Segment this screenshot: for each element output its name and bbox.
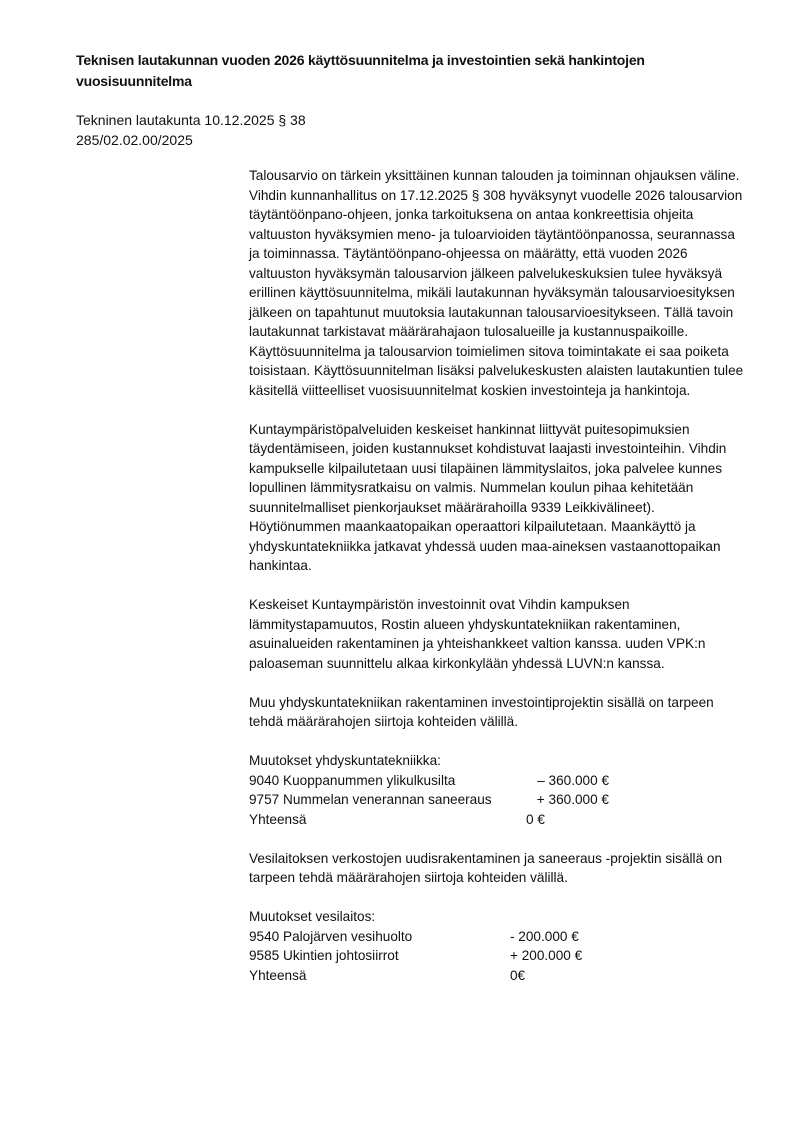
- row-amount: – 360.000 €: [537, 772, 609, 788]
- meeting-info: [76, 110, 306, 150]
- table-heading: Muutokset yhdyskuntatekniikka:: [249, 753, 441, 768]
- changes-water-table: [249, 907, 749, 985]
- row-amount: + 360.000 €: [536, 792, 609, 807]
- table-row: [249, 927, 749, 947]
- row-amount: + 200.000 €: [510, 948, 583, 963]
- table-heading: Muutokset vesilaitos:: [249, 909, 376, 924]
- document-body: [249, 166, 749, 1005]
- paragraph-infrastructure-transfers: Muu yhdyskuntatekniikan rakentaminen investointiprojektin sisällä on tarpeen tehdä määrärahojen siirtoja kohteiden välillä.: [249, 694, 714, 729]
- row-amount: - 200.000 €: [510, 928, 579, 944]
- table-row: [249, 946, 749, 966]
- changes-infrastructure-table: [249, 751, 749, 829]
- row-item: 9757 Nummelan venerannan saneeraus: [249, 792, 492, 807]
- paragraph-investments: Keskeiset Kuntaympäristön investoinnit ovat Vihdin kampuksen lämmitystapamuutos, Rostin alueen yhdyskuntatekniikan rakentaminen, asuinalueiden rakentaminen ja yhteishankkeet valtion kanssa. uuden VPK:n paloaseman suunnittelu alkaa kirkonkylään yhdessä LUVN:n kanssa.: [249, 597, 706, 671]
- row-item: 9540 Palojärven vesihuolto: [249, 928, 413, 944]
- row-item: 9040 Kuoppanummen ylikulkusilta: [249, 772, 456, 788]
- table-row: [249, 790, 749, 810]
- table-total-row: [249, 810, 749, 830]
- document-title: Teknisen lautakunnan vuoden 2026 käyttösuunnitelma ja investointien sekä hankintojen vuosisuunnitelma: [76, 52, 645, 89]
- table-row: [249, 771, 749, 791]
- table-total-row: [249, 966, 749, 986]
- total-label: Yhteensä: [249, 967, 307, 983]
- meeting-reference: Tekninen lautakunta 10.12.2025 § 38: [76, 112, 306, 128]
- total-amount: 0€: [510, 967, 526, 983]
- paragraph-procurements: Kuntaympäristöpalveluiden keskeiset hankinnat liittyvät puitesopimuksien täydentämiseen, joiden kustannukset kohdistuvat laajasti investointeihin. Vihdin kampukselle kilpailutetaan uusi tilapäinen lämmityslaitos, joka palvelee kunnes lopullinen lämmitysratkaisu on valmis. Nummelan koulun pihaa kehitetään suunnitelmalliset pienkorjaukset määrärahoilla 9339 Leikkivälineet). Höytiönummen maankaatopaikan operaattori kilpailutetaan. Maankäyttö ja yhdyskuntatekniikka jatkavat yhdessä uuden maa-aineksen vastaanottopaikan hankintaa.: [249, 421, 727, 573]
- row-item: 9585 Ukintien johtosiirrot: [249, 948, 399, 963]
- paragraph-water-transfers: Vesilaitoksen verkostojen uudisrakentaminen ja saneeraus -projektin sisällä on tarpeen tehdä määrärahojen siirtoja kohteiden välillä.: [249, 850, 723, 885]
- record-number: 285/02.02.00/2025: [76, 132, 193, 148]
- total-label: Yhteensä: [249, 811, 307, 827]
- total-amount: 0 €: [526, 811, 545, 827]
- paragraph-budget: Talousarvio on tärkein yksittäinen kunnan talouden ja toiminnan ohjauksen väline. Vihdin kunnanhallitus on 17.12.2025 § 308 hyväksynyt vuodelle 2026 talousarvion täytäntöönpano-ohjeen, jonka tarkoituksena on antaa konkreettisia ohjeita valtuuston hyväksymien meno- ja tuloarvioiden täytäntöönpanossa, seurannassa ja toiminnassa. Täytäntöönpano-ohjeessa on määrätty, että vuoden 2026 valtuuston hyväksymän talousarvion jälkeen palvelukeskuksien tulee hyväksyä erillinen käyttösuunnitelma, mikäli lautakunnan hyväksymän talousarvioesityksen jälkeen on tapahtunut muutoksia lautakunnan talousarvioesitykseen. Tällä tavoin lautakunnat tarkistavat määrärahajaon tulosalueille ja kustannuspaikoille. Käyttösuunnitelma ja talousarvion toimielimen sitova toimintakate ei saa poiketa toisistaan. Käyttösuunnitelman lisäksi palvelukeskusten alaisten lautakuntien tulee käsitellä viitteelliset vuosisuunnitelmat koskien investointeja ja hankintoja.: [249, 168, 744, 398]
